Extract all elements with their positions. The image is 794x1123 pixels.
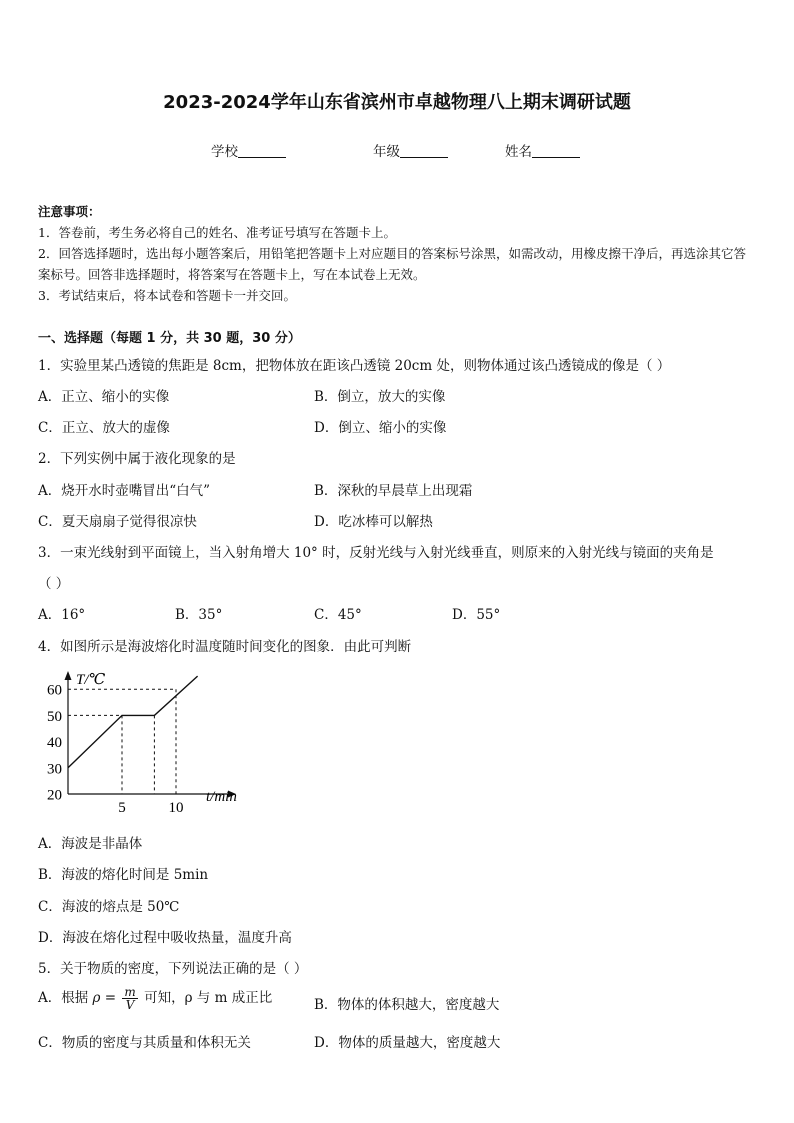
notice-block: [38, 201, 758, 306]
q3-option-b[interactable]: B．35°: [175, 607, 223, 623]
chart-axes: [65, 671, 237, 798]
q2-option-c[interactable]: C．夏天扇扇子觉得很凉快: [38, 514, 197, 530]
notice-item-3: 3．考试结束后，将本试卷和答题卡一并交回。: [38, 288, 296, 303]
y-tick-label-3: 30: [47, 761, 62, 778]
name-label: 姓名: [505, 144, 532, 160]
x-tick-label-1: 10: [168, 800, 184, 816]
q5-option-b[interactable]: B．物体的体积越大，密度越大: [314, 997, 500, 1013]
y-tick-label-1: 50: [47, 708, 62, 725]
q3-paren: （ ）: [38, 576, 70, 592]
fraction-denominator: V: [125, 998, 135, 1012]
y-tick-label-4: 20: [47, 787, 62, 804]
q4-option-a[interactable]: A．海波是非晶体: [38, 836, 143, 852]
grade-field: [373, 140, 448, 160]
q5-option-c[interactable]: C．物质的密度与其质量和体积无关: [38, 1035, 251, 1051]
q5-stem: 5．关于物质的密度，下列说法正确的是（ ）: [38, 961, 308, 977]
q3-option-c[interactable]: C．45°: [314, 607, 362, 623]
q5-a-prefix: A．根据: [38, 990, 89, 1006]
q2-option-d[interactable]: D．吃冰棒可以解热: [314, 514, 433, 530]
q1-stem: 1．实验里某凸透镜的焦距是 8cm，把物体放在距该凸透镜 20cm 处，则物体通过该凸透镜成的像是（ ）: [38, 358, 671, 374]
q3-stem: 3．一束光线射到平面镜上，当入射角增大 10° 时，反射光线与入射光线垂直，则原来的入射光线与镜面的夹角是: [38, 545, 714, 561]
q4-stem: 4．如图所示是海波熔化时温度随时间变化的图象．由此可判断: [38, 639, 412, 655]
notice-heading: 注意事项：: [38, 204, 101, 219]
melting-chart: [30, 664, 260, 824]
density-formula-fraction: [122, 986, 137, 1011]
y-tick-label-0: 60: [47, 682, 62, 699]
school-field: [211, 140, 286, 160]
q1-option-b[interactable]: B．倒立，放大的实像: [314, 389, 446, 405]
x-tick-label-0: 5: [118, 800, 126, 816]
equals-sign: =: [104, 990, 117, 1006]
school-blank[interactable]: [238, 143, 286, 158]
grade-label: 年级: [373, 144, 400, 160]
y-axis-label: T/℃: [76, 672, 106, 688]
y-tick-label-2: 40: [47, 735, 62, 752]
q4-option-c[interactable]: C．海波的熔点是 50℃: [38, 899, 180, 915]
fraction-numerator: m: [124, 985, 136, 999]
q2-option-a[interactable]: A．烧开水时壶嘴冒出“白气”: [38, 483, 211, 499]
q5-option-a[interactable]: [38, 986, 272, 1011]
notice-item-2: 2．回答选择题时，选出每小题答案后，用铅笔把答题卡上对应题目的答案标号涂黑，如需改动，用橡皮擦干净后，再选涂其它答案标号。回答非选择题时，将答案写在答题卡上，写在本试卷上无效。: [38, 246, 746, 282]
section-heading: 一、选择题（每题 1 分，共 30 题，30 分）: [38, 331, 301, 346]
series-line-0: [68, 676, 198, 768]
q1-option-c[interactable]: C．正立、放大的虚像: [38, 420, 170, 436]
name-field: [505, 140, 580, 160]
chart-reference-lines: [68, 689, 176, 794]
exam-title: 2023-2024学年山东省滨州市卓越物理八上期末调研试题: [163, 92, 631, 113]
q5-a-suffix: 可知，ρ 与 m 成正比: [144, 990, 273, 1006]
q1-option-a[interactable]: A．正立、缩小的实像: [38, 389, 170, 405]
q3-option-d[interactable]: D．55°: [452, 607, 501, 623]
x-axis-label: t/min: [206, 789, 237, 805]
q3-option-a[interactable]: A．16°: [38, 607, 86, 623]
school-label: 学校: [211, 144, 238, 160]
name-blank[interactable]: [532, 143, 580, 158]
q4-option-d[interactable]: D．海波在熔化过程中吸收热量，温度升高: [38, 930, 292, 946]
notice-item-1: 1．答卷前，考生务必将自己的姓名、准考证号填写在答题卡上。: [38, 225, 396, 240]
q2-option-b[interactable]: B．深秋的早晨草上出现霜: [314, 483, 473, 499]
q1-option-d[interactable]: D．倒立、缩小的实像: [314, 420, 447, 436]
y-axis-arrow: [65, 671, 72, 680]
q4-option-b[interactable]: B．海波的熔化时间是 5min: [38, 867, 209, 883]
q5-option-d[interactable]: D．物体的质量越大，密度越大: [314, 1035, 501, 1051]
q2-stem: 2．下列实例中属于液化现象的是: [38, 451, 236, 467]
chart-series: [68, 676, 198, 768]
grade-blank[interactable]: [400, 143, 448, 158]
rho-symbol: ρ: [92, 990, 101, 1006]
